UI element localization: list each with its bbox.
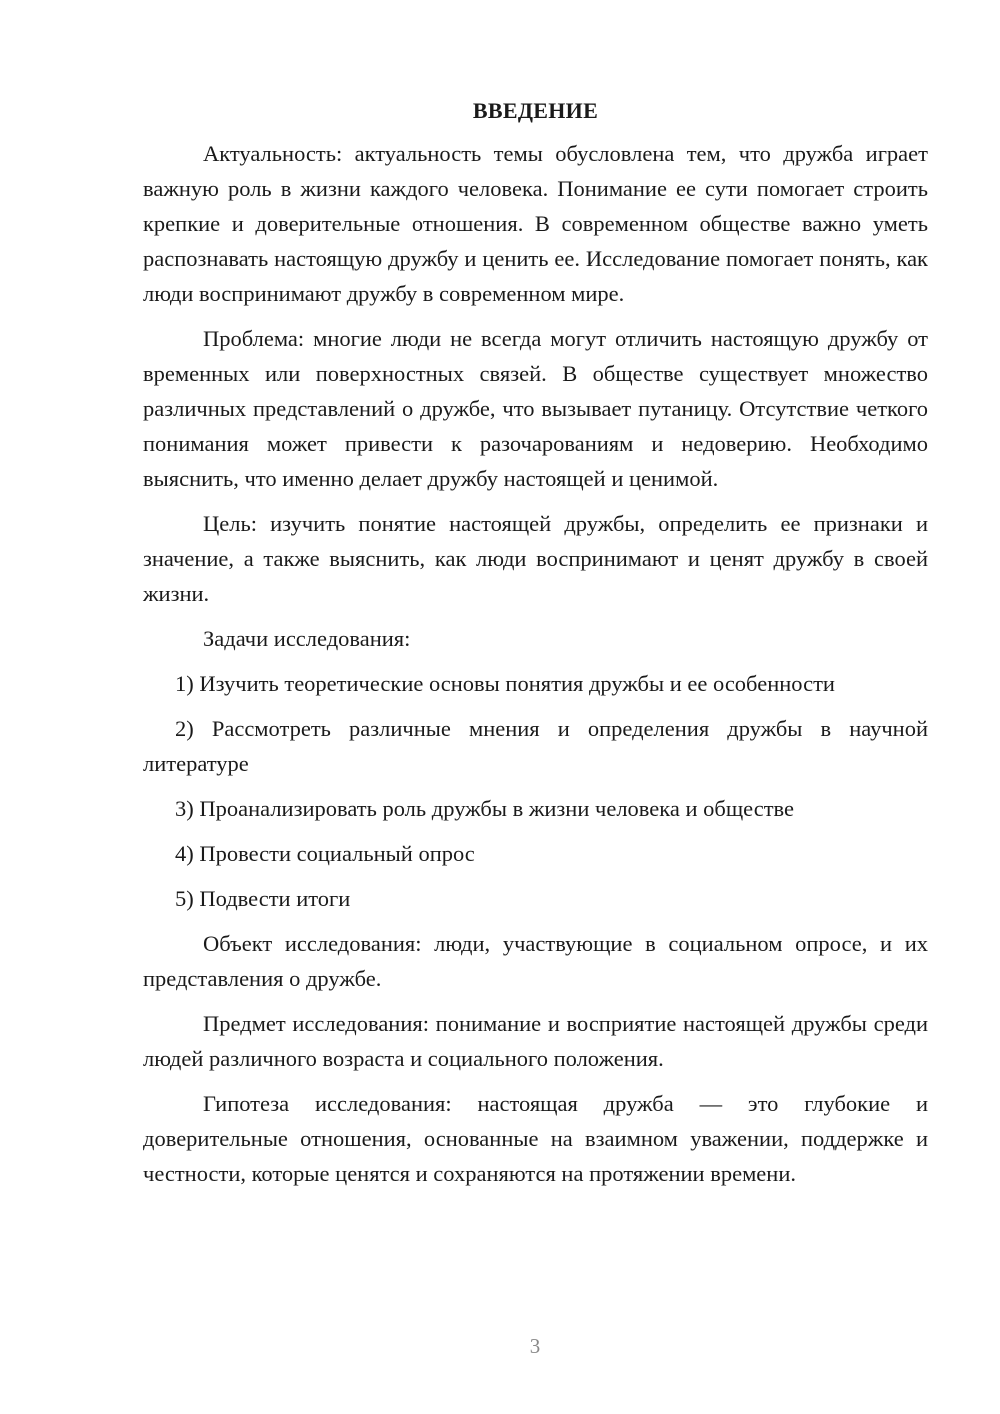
tasks-title: Задачи исследования: <box>203 626 411 651</box>
object-paragraph: Объект исследования: люди, участвующие в социальном опросе, и их представления о дружбе. <box>143 931 928 991</box>
subject-paragraph: Предмет исследования: понимание и восприятие настоящей дружбы среди людей различного возраста и социального положения. <box>143 1011 928 1071</box>
section-heading: ВВЕДЕНИЕ <box>472 98 599 123</box>
task-item-1: 1) Изучить теоретические основы понятия дружбы и ее особенности <box>175 671 835 696</box>
goal-paragraph: Цель: изучить понятие настоящей дружбы, определить ее признаки и значение, а также выяснить, как люди воспринимают и ценят дружбу в своей жизни. <box>143 511 928 606</box>
hypothesis-paragraph: Гипотеза исследования: настоящая дружба — это глубокие и доверительные отношения, основанные на взаимном уважении, поддержке и честности, которые ценятся и сохраняются на протяжении времени. <box>143 1091 928 1186</box>
relevance-paragraph: Актуальность: актуальность темы обусловлена тем, что дружба играет важную роль в жизни каждого человека. Понимание ее сути помогает строить крепкие и доверительные отношения. В современном обществе важно уметь распознавать настоящую дружбу и ценить ее. Исследование помогает понять, как люди воспринимают дружбу в современном мире. <box>143 141 928 306</box>
task-item-3: 3) Проанализировать роль дружбы в жизни человека и обществе <box>175 796 795 821</box>
page-number: 3 <box>529 1334 541 1358</box>
document-page <box>143 96 928 1201</box>
problem-paragraph: Проблема: многие люди не всегда могут отличить настоящую дружбу от временных или поверхностных связей. В обществе существует множество различных представлений о дружбе, что вызывает путаницу. Отсутствие четкого понимания может привести к разочарованиям и недоверию. Необходимо выяснить, что именно делает дружбу настоящей и ценимой. <box>143 326 928 491</box>
task-item-5: 5) Подвести итоги <box>175 886 351 911</box>
tasks-list <box>143 666 928 916</box>
task-item-2: 2) Рассмотреть различные мнения и определения дружбы в научной литературе <box>143 716 928 776</box>
task-item-4: 4) Провести социальный опрос <box>175 841 475 866</box>
